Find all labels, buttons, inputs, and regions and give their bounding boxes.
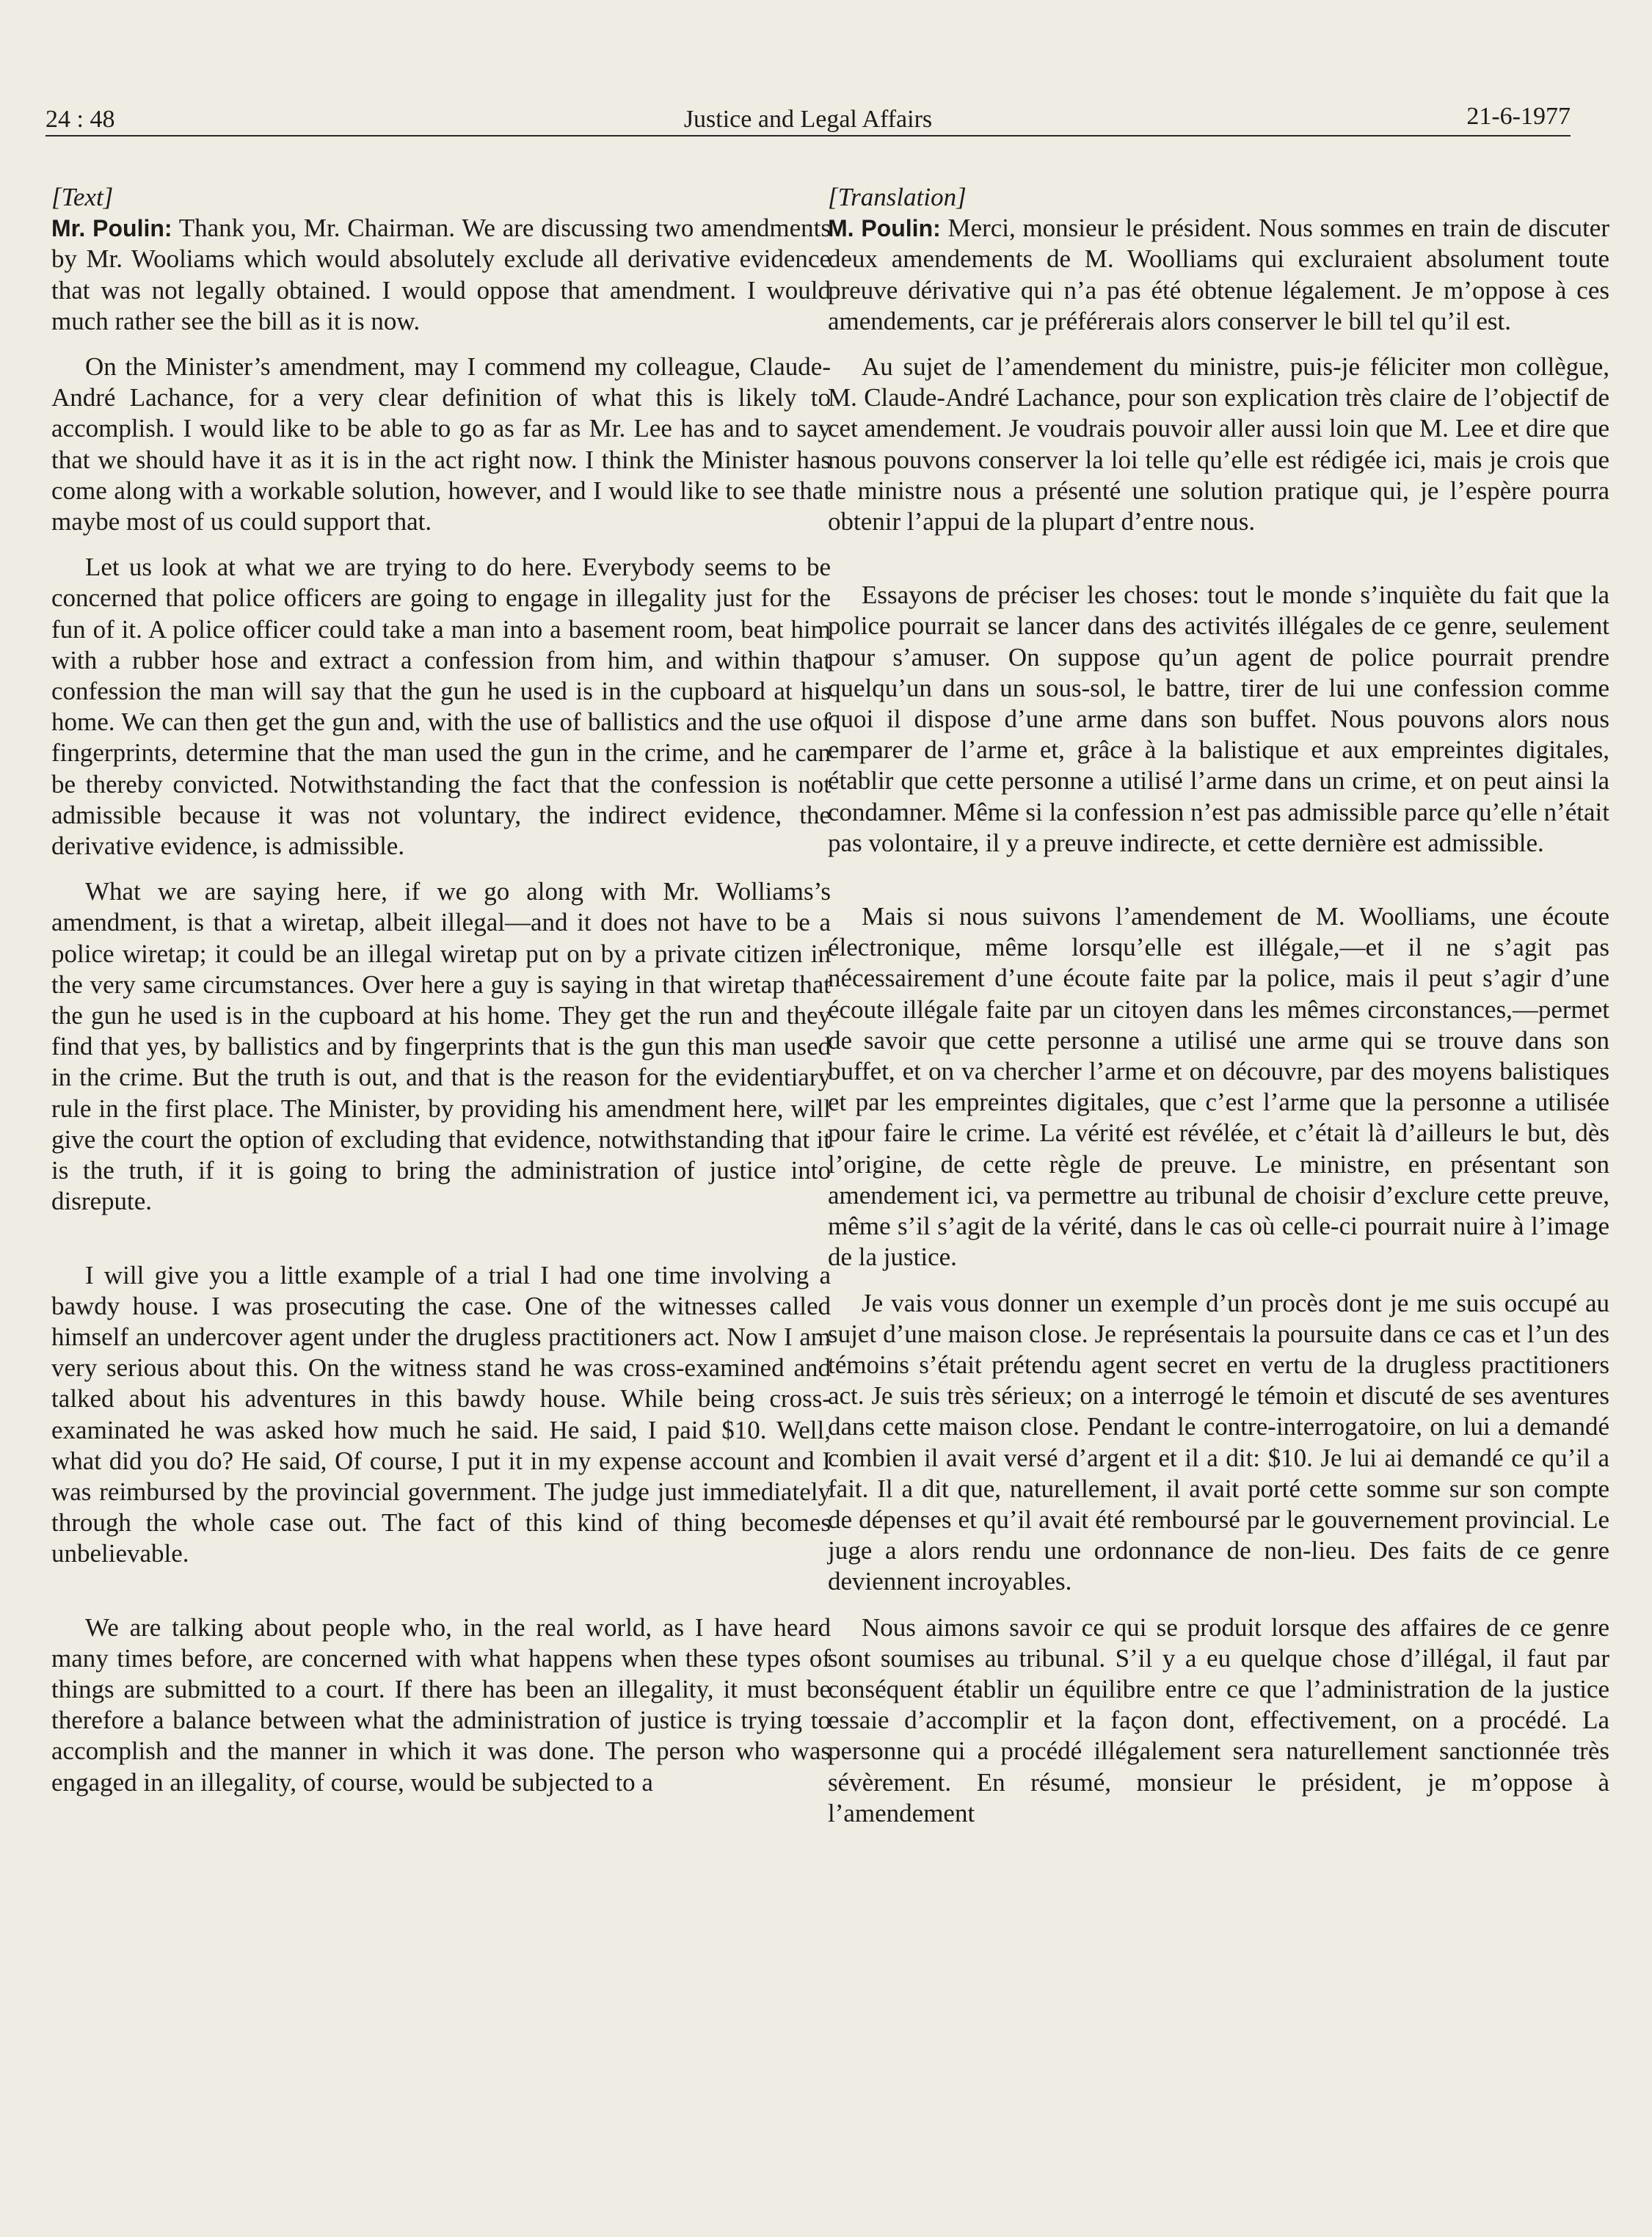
paragraph-text: Merci, monsieur le président. Nous sommes en train de discuter deux amendements de M. Woolliams qui excluraient absolument toute preuve dérivative qui n’a pas été obtenue légalement. Je m’oppose à ces amendements, car je préférerais alors conserver le bill tel qu’il est. [828,214,1609,335]
paragraph: What we are saying here, if we go along with Mr. Wolliams’s amendment, is that a wiretap, albeit illegal—and it does not have to be a police wiretap; it could be an illegal wiretap put on by a private citizen in the very same circumstances. Over here a guy is saying in that wiretap that the gun he used is in the cupboard at his home. They get the run and they find that yes, by ballistics and by fingerprints that is the gun this man used in the crime. But the truth is out, and that is the reason for the evidentiary rule in the first place. The Minister, by providing his amendment here, will give the court the option of excluding that evidence, notwithstanding that it is the truth, if it is going to bring the administration of justice into disrepute. [51,877,831,1216]
paragraph: Mais si nous suivons l’amendement de M. Woolliams, une écoute électronique, même lorsqu’elle est illégale,—et il ne s’agit pas nécessairement d’une écoute faite par la police, mais il peut s’agir d’une écoute illégale faite par un citoyen dans les mêmes circonstances,—permet de savoir que cette personne a utilisé une arme qui se trouve dans son buffet, et on va chercher l’arme et on découvre, par des moyens balistiques et par les empreintes digitales, que c’est l’arme que la personne a utilisée pour faire le crime. La vérité est révélée, et c’était là d’ailleurs le but, dès l’origine, de cette règle de preuve. Le ministre, en présentant son amendement ici, va permettre au tribunal de choisir d’exclure cette preuve, même s’il s’agit de la vérité, dans le cas où celle-ci pourrait nuire à l’image de la justice. [828,902,1609,1272]
issue-date: 21-6-1977 [1466,103,1571,130]
translation-label: [Translation] [828,183,967,211]
paragraph: Essayons de préciser les choses: tout le monde s’inquiète du fait que la police pourrait se lancer dans des activités illégales de ce genre, seulement pour s’amuser. On suppose qu’un agent de police pourrait prendre quelqu’un dans un sous-sol, le battre, tirer de lui une confession comme quoi il dispose d’une arme dans son buffet. Nous pouvons alors nous emparer de l’arme et, grâce à la balistique et aux empreintes digitales, établir que cette personne a utilisé l’arme dans un crime, et on peut ainsi la condamner. Même si la confession n’est pas admissible parce qu’elle n’était pas volontaire, il y a preuve indirecte, et cette dernière est admissible. [828,581,1609,857]
paragraph [51,213,831,337]
paragraph: I will give you a little example of a trial I had one time involving a bawdy house. I was prosecuting the case. One of the witnesses called himself an undercover agent under the drugless practitioners act. Now I am very serious about this. On the witness stand he was cross-examined and talked about his adventures in this bawdy house. While being cross-examinated he was asked how much he said. He said, I paid $10. Well, what did you do? He said, Of course, I put it in my expense account and I was reimbursed by the provincial government. The judge just immediately through the whole case out. The fact of this kind of thing becomes unbelievable. [51,1260,831,1568]
english-column [51,182,831,1798]
paragraph [828,213,1609,337]
text-label: [Text] [51,183,114,211]
running-header [46,91,1571,137]
speaker-name: M. Poulin: [828,215,941,242]
paragraph: We are talking about people who, in the real world, as I have heard many times before, are concerned with what happens when these types of things are submitted to a court. If there has been an illegality, it must be therefore a balance between what the administration of justice is trying to accomplish and the manner in which it was done. The person who was engaged in an illegality, of course, would be subjected to a [51,1612,831,1797]
paragraph: Let us look at what we are trying to do here. Everybody seems to be concerned that police officers are going to engage in illegality just for the fun of it. A police officer could take a man into a basement room, beat him with a rubber hose and extract a confession from him, and within that confession the man will say that the gun he used is in the cupboard at his home. We can then get the gun and, with the use of ballistics and the use of fingerprints, determine that the man used the gun in the crime, and he can be thereby convicted. Notwithstanding the fact that the confession is not admissible because it was not voluntary, the indirect evidence, the derivative evidence, is admissible. [51,553,831,861]
paragraph-text: Thank you, Mr. Chairman. We are discussing two amendments by Mr. Wooliams which would absolutely exclude all derivative evidence that was not legally obtained. I would oppose that amendment. I would much rather see the bill as it is now. [51,214,831,335]
paragraph: Nous aimons savoir ce qui se produit lorsque des affaires de ce genre sont soumises au tribunal. S’il y a eu quelque chose d’illégal, il faut par conséquent établir un équilibre entre ce que l’administration de la justice essaie d’accomplir et la façon dont, effectivement, on a procédé. La personne qui a procédé illégalement sera naturellement sanctionnée très sévèrement. En résumé, monsieur le président, je m’oppose à l’amendement [828,1612,1609,1827]
publication-title: Justice and Legal Affairs [683,106,933,133]
speaker-name: Mr. Poulin: [51,215,172,242]
paragraph: Je vais vous donner un exemple d’un procès dont je me suis occupé au sujet d’une maison close. Je représentais la poursuite dans ce cas et l’un des témoins s’était prétendu agent secret en vertu de la drugless practitioners act. Je suis très sérieux; on a interrogé le témoin et discuté de ses aventures dans cette maison close. Pendant le contre-interrogatoire, on lui a demandé combien il avait versé d’argent et il a dit: $10. Je lui ai demandé ce qu’il a fait. Il a dit que, naturellement, il avait porté cette somme sur son compte de dépenses et qu’il avait été remboursé par le gouvernement provincial. Le juge a alors rendu une ordonnance de non-lieu. Des faits de ce genre deviennent incroyables. [828,1288,1609,1596]
paragraph: Au sujet de l’amendement du ministre, puis-je féliciter mon collègue, M. Claude-André Lachance, pour son explication très claire de l’objectif de cet amendement. Je voudrais pouvoir aller aussi loin que M. Lee et dire que nous pouvons conserver la loi telle qu’elle est rédigée ici, mais je crois que le ministre nous a présenté une solution pratique qui, je l’espère pourra obtenir l’appui de la plupart d’entre nous. [828,352,1609,536]
french-column [828,182,1609,1829]
page-number: 24 : 48 [46,106,115,133]
paragraph: On the Minister’s amendment, may I commend my colleague, Claude-André Lachance, for a very clear definition of what this is likely to accomplish. I would like to be able to go as far as Mr. Lee has and to say that we should have it as it is in the act right now. I think the Minister has come along with a workable solution, however, and I would like to see that maybe most of us could support that. [51,352,831,536]
